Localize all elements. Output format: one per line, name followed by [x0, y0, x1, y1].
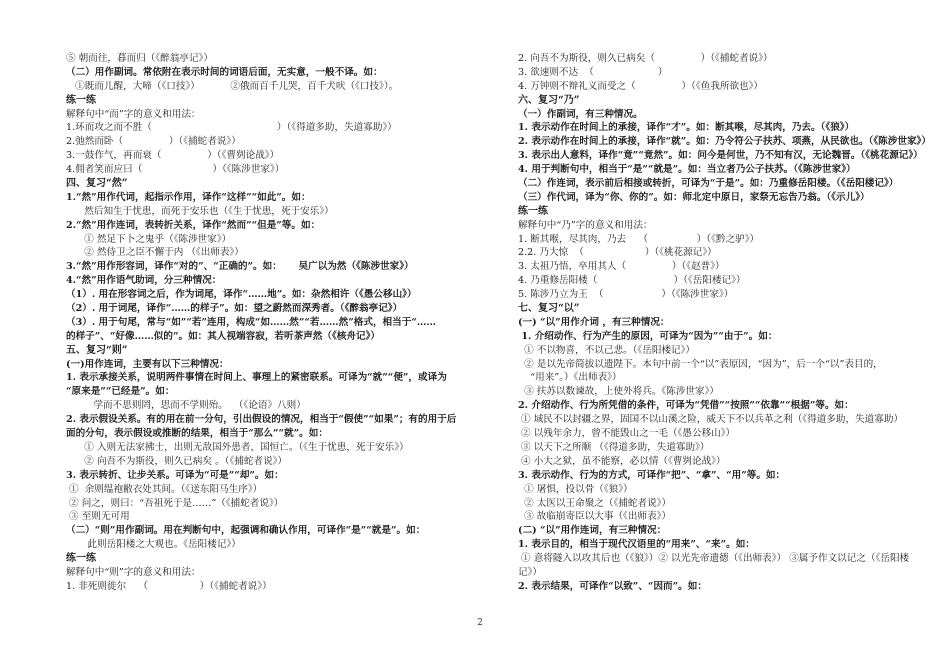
section-heading: 七、复习“以” [518, 303, 580, 315]
text-line: 3.“然”用作形容词，译作“对的”、“正确的”。如： 吴广以为然（《陈涉世家》） [66, 261, 414, 273]
text-line: ④ 小大之狱，虽不能察，必以情（《曹刿论战》） [518, 455, 726, 467]
text-line: ② 问之，则曰：“吾祖死于是……”（《捕蛇者说》） [66, 497, 284, 509]
text-line: ② 以残年余力，曾不能毁山之一毛（《愚公移山》） [518, 428, 736, 440]
text-line: 解释句中“而”字的意义和用法： [66, 108, 201, 120]
text-line: ③ 至则无可用 [66, 511, 130, 523]
section-heading: 练一练 [518, 205, 548, 217]
text-line: (一) “以”用作介词 ，有三种情况： [518, 316, 670, 328]
text-line: （3）. 用于句尾，常与“如”“若”连用，构成“如……然”“若……然”格式，相当于“…… [66, 316, 437, 328]
text-line: 此则岳阳楼之大观也。《岳阳楼记》） [66, 539, 241, 551]
text-line: 2.2. 乃大惊 （ ）（《桃花源记》） [518, 247, 717, 259]
text-line: ③ 故临崩寄臣以大事（《出师表》） [518, 511, 672, 523]
text-line: 1. 表示目的，相当于现代汉语里的“用来”、“来”。如： [518, 539, 755, 551]
text-line: ② 然侍卫之臣不懈于内 （《出师表》） [66, 247, 244, 259]
text-line: ② 向吾不为斯役，则久已病矣 。（《捕蛇者说》） [66, 455, 288, 467]
text-line: “用来”。）《出师表》） [518, 372, 622, 384]
text-line: ③ 以天下之所顺 （《得道多助，失道寡助》） [518, 441, 710, 453]
text-line: 解释句中“乃”字的意义和用法： [518, 219, 653, 231]
page-number: 2 [477, 618, 483, 628]
text-line: （一）作副词，有三种情况。 [518, 108, 643, 120]
text-line: 学而不思则罔，思而不学则殆。 （《论语》八则） [66, 400, 306, 412]
text-line: 4. 万钟则不辩礼义而受之（ ）（《鱼我所欲也》） [518, 80, 764, 92]
text-line: （1）. 用在形容词之后，作为词尾，译作“……地”。如：杂然相许（《愚公移山》） [66, 289, 417, 301]
text-line: 1. 表示动作在时间上的承接，译作“才”。如：断其喉，尽其肉，乃去。（《狼》） [518, 122, 855, 134]
text-line: 4.“然”用作语气助词，分三种情况： [66, 275, 222, 287]
text-line: 1. 断其喉，尽其肉，乃去 （ ）（《黔之驴》） [518, 233, 760, 245]
section-heading: 四、复习“然” [66, 178, 128, 190]
left-column [66, 52, 468, 594]
text-line: 4.佣者笑而应曰（ ）（《陈涉世家》） [66, 164, 285, 176]
text-line: （2）. 用于词尾，译作“……的样子”。如：望之蔚然而深秀者。（《醉翁亭记》） [66, 303, 403, 315]
text-line: ⑤ 朝而往，暮而归（《醉翁亭记》） [66, 53, 213, 64]
text-line: ① 域民不以封疆之界，固国不以山溪之险，威天下不以兵革之利（《得道多助，失道寡助） [518, 414, 904, 426]
text-line: （三）作代词，译为“你、你的”。如：师北定中原日，家祭无忘告乃翁。（《示儿》） [518, 191, 870, 203]
text-line: 2. 表示结果，可译作“以致”、“因而”。如： [518, 580, 707, 592]
text-line: 2. 介绍动作、行为所凭借的条件，可译为“凭借”“按照”“依靠”“根据”等。如： [518, 400, 854, 412]
text-line: 3. 表示动作、行为的方式，可译作“把”、“拿”、“用”等。如： [518, 469, 786, 481]
text-line: ① 屠惧，投以骨（《狼》） [518, 483, 633, 495]
text-line: 1.“然”用作代词，起指示作用，译作“这样”“如此”。如： [66, 191, 311, 203]
text-line: 3.一鼓作气，再而衰（ ）（《曹刿论战》） [66, 150, 280, 162]
text-line: ① 不以物喜，不以己悲。（《岳阳楼记》） [518, 344, 696, 356]
text-line: ① 入则无法家拂士，出则无敌国外患者，国恒亡。（《生于忧患，死于安乐》） [66, 441, 409, 453]
text-line: 3. 表示转折、让步关系。可译为“可是”“却”。如： [66, 469, 284, 481]
text-line: 1.环而攻之而不胜（ ）（《得道多助，失道寡助》） [66, 122, 397, 134]
text-line: “原来是”“已经是”。如： [66, 386, 175, 398]
section-heading: 练一练 [66, 553, 96, 565]
text-line: ② 太医以王命聚之（《捕蛇者说》） [518, 497, 672, 509]
section-heading: 五、复习“则” [66, 344, 128, 356]
text-line: 2. 表示动作在时间上的承接，译作“就”。如：乃令符公子扶苏、项燕，从民欲也。（《陈涉世家》） [518, 136, 931, 148]
text-line: （二）作连词，表示前后相接或转折，可译为“于是”。如：乃重修岳阳楼。（《岳阳楼记》） [518, 178, 899, 190]
text-line: 面的分句，表示假设或推断的结果，相当于“那么”“就”。如： [66, 428, 328, 440]
text-line: 然后知生于忧患，而死于安乐也（《生于忧患，死于安乐》） [66, 205, 334, 217]
text-line: ③ 扶苏以数谏故，上使外将兵。《陈涉世家》） [518, 386, 720, 398]
text-line: 4. 乃重修岳阳楼（ ）（《岳阳楼记》） [518, 275, 746, 287]
text-line: ① 意将隧入以攻其后也（《狼》）② 以光先帝遗德（《出师表》） ③属予作文以记之（《岳阳楼 [518, 553, 910, 565]
text-line: （二）“则”用作副词。用在判断句中，起强调和确认作用，可译作“是”“就是”。如： [66, 525, 426, 537]
section-heading: 练一练 [66, 94, 96, 106]
text-line: ② 是以先帝简拔以遗陛下。本句中前一个“以”表原因，“因为”，后一个“以”表目的， [518, 358, 883, 370]
text-line: 3. 太祖乃悟，卒用其人（ ）（《赵普》） [518, 261, 725, 273]
text-line: 2.弛然而卧（ ）（《捕蛇者说》） [66, 136, 241, 148]
text-line: (二) “以”用作连词，有三种情况： [518, 525, 667, 537]
text-line: 解释句中“则”字的意义和用法： [66, 566, 201, 578]
text-line: 3. 欲速则不达 （ ） [518, 66, 668, 78]
text-line: 4. 用于判断句中，相当于“是”“就是”。如：当立者乃公子扶苏。（《陈涉世家》） [518, 164, 856, 176]
text-line: 2.“然”用作连词，表转折关系，译作“然而”“但是”等。如： [66, 219, 321, 231]
text-line: ①既而儿醒，大啼（《口技》） ②俄而百千儿哭，百千犬吠（《口技》）。 [66, 80, 399, 92]
text-line: 记》） [518, 566, 542, 578]
section-heading: 六、复习“乃” [518, 94, 580, 106]
text-line: （二）用作副词。常依附在表示时间的词语后面，无实意，一般不译。如： [66, 66, 383, 78]
text-line: 5. 陈涉乃立为王 （ ）（《陈涉世家》） [518, 289, 734, 301]
text-line: 3. 表示出人意料，译作“竟”“竟然”。如：问今是何世，乃不知有汉，无论魏晋。（《桃花源记》） [518, 150, 923, 162]
text-line: ① 然足下卜之鬼乎（《陈涉世家》） [66, 233, 232, 245]
text-line: 1. 表示承接关系，说明两件事情在时间上、事理上的紧密联系。可译为“就”“便”，或译为 [66, 372, 447, 384]
text-line: 2. 表示假设关系。有的用在前一分句，引出假设的情况，相当于“假使”“如果”；有的用于后 [66, 414, 457, 426]
text-line: (一)用作连词，主要有以下三种情况： [66, 358, 229, 370]
text-line: 2. 向吾不为斯役，则久已病矣（ ）（《捕蛇者说》） [518, 53, 773, 64]
text-line: 的样子”、“好像……似的”。如：其人视端容寂，若听茶声然（《核舟记》） [66, 330, 380, 342]
text-line: 1. 介绍动作、行为产生的原因，可译为“因为”“由于”。如： [518, 330, 778, 342]
right-column [518, 52, 931, 594]
text-line: 1. 非死则徙尔 （ ）（《捕蛇者说》） [66, 580, 272, 592]
text-line: ① 余则缊袍敝衣处其间。（《送东阳马生序》） [66, 483, 263, 495]
